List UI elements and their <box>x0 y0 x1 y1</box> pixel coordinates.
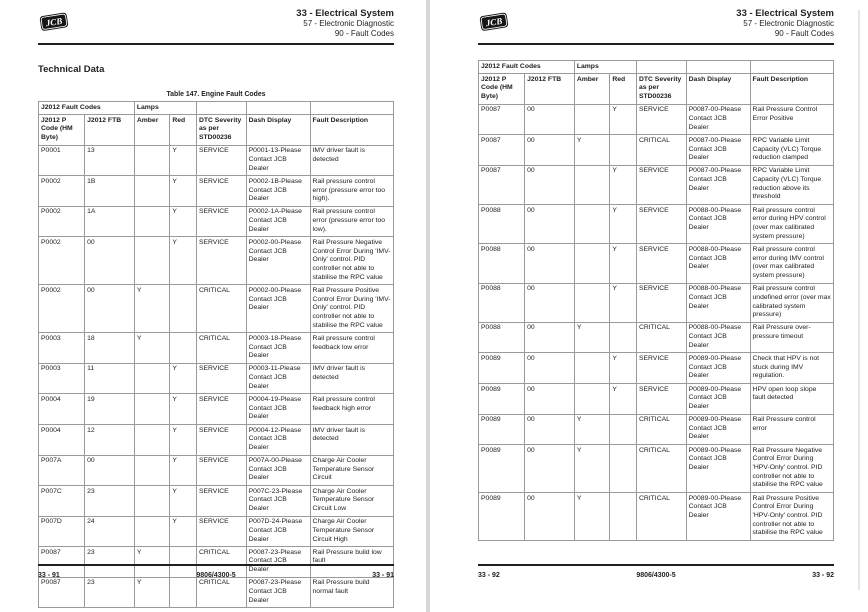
table-cell: Y <box>610 283 637 322</box>
table-cell: Rail Pressure Negative Control Error During 'HPV-Only' control. PID controller not able to stabilise the RPC value <box>750 445 833 493</box>
table-row <box>479 165 834 204</box>
table-row <box>479 104 834 135</box>
jcb-logo-icon <box>38 10 71 40</box>
table-cell: P0089 <box>479 493 525 541</box>
table-cell: 12 <box>85 425 135 456</box>
column-header: J2012 P Code (HM Byte) <box>479 74 525 105</box>
table-cell: Y <box>170 363 197 394</box>
table-cell: P0087-23-Please Contact JCB Dealer <box>246 577 310 608</box>
table-group-header: Lamps <box>134 102 196 115</box>
column-header: J2012 FTB <box>525 74 575 105</box>
table-cell: SERVICE <box>196 394 246 425</box>
table-cell: 11 <box>85 363 135 394</box>
table-cell <box>574 384 610 415</box>
table-cell: Y <box>574 493 610 541</box>
column-header: DTC Severity as per STD00236 <box>636 74 686 105</box>
table-cell: Y <box>610 165 637 204</box>
table-cell: SERVICE <box>636 384 686 415</box>
table-cell: P007C-23-Please Contact JCB Dealer <box>246 486 310 517</box>
table-cell: 00 <box>525 283 575 322</box>
jcb-logo-text: JCB <box>45 15 64 29</box>
table-cell: 23 <box>85 486 135 517</box>
table-cell: Y <box>170 176 197 207</box>
table-cell: IMV driver fault is detected <box>310 425 393 456</box>
table-cell: P0089-00-Please Contact JCB Dealer <box>686 493 750 541</box>
table-cell: HPV open loop slope fault detected <box>750 384 833 415</box>
table-row <box>479 353 834 384</box>
table-cell: Y <box>574 135 610 166</box>
column-header: Amber <box>574 74 610 105</box>
table-row <box>479 244 834 283</box>
table-cell: P0089 <box>479 353 525 384</box>
header-rule <box>478 43 834 45</box>
table-cell: Y <box>134 547 170 578</box>
table-group-header <box>686 61 750 74</box>
table-cell <box>574 283 610 322</box>
table-cell: RPC Variable Limit Capacity (VLC) Torque reduction clamped <box>750 135 833 166</box>
table-cell: P0002 <box>39 176 85 207</box>
table-cell <box>134 237 170 285</box>
table-row <box>39 516 394 547</box>
table-cell: SERVICE <box>196 206 246 237</box>
table-cell <box>610 322 637 353</box>
table-cell: Rail Pressure Positive Control Error During 'HPV-Only' control. PID controller not able to stabilise the RPC value <box>750 493 833 541</box>
table-row <box>39 237 394 285</box>
header-topic: 90 - Fault Codes <box>774 28 834 38</box>
table-cell: P0089-00-Please Contact JCB Dealer <box>686 353 750 384</box>
table-cell <box>134 455 170 486</box>
table-cell: SERVICE <box>636 353 686 384</box>
table-cell: SERVICE <box>636 165 686 204</box>
table-cell: P0004-19-Please Contact JCB Dealer <box>246 394 310 425</box>
table-cell: P0087-23-Please Contact JCB Dealer <box>246 547 310 578</box>
table-cell: P0088-00-Please Contact JCB Dealer <box>686 205 750 244</box>
footer-page-number-left: 33 - 92 <box>478 572 500 579</box>
table-cell: P0089-00-Please Contact JCB Dealer <box>686 445 750 493</box>
table-row <box>479 384 834 415</box>
table-cell: Rail pressure control feedback low error <box>310 333 393 364</box>
table-cell: 00 <box>525 384 575 415</box>
table-cell: P0003 <box>39 333 85 364</box>
column-header: Dash Display <box>686 74 750 105</box>
table-row <box>39 425 394 456</box>
table-cell: SERVICE <box>196 486 246 517</box>
table-cell: Rail Pressure build normal fault <box>310 577 393 608</box>
table-caption: Table 147. Engine Fault Codes <box>166 91 266 98</box>
table-cell <box>134 363 170 394</box>
table-cell: 13 <box>85 145 135 176</box>
table-cell: CRITICAL <box>636 135 686 166</box>
footer-page-number-right: 33 - 91 <box>372 572 394 579</box>
table-cell: Y <box>610 104 637 135</box>
table-cell <box>610 135 637 166</box>
table-cell: Y <box>610 244 637 283</box>
table-cell: P0002-1A-Please Contact JCB Dealer <box>246 206 310 237</box>
table-cell <box>134 425 170 456</box>
table-cell <box>134 394 170 425</box>
table-row <box>479 205 834 244</box>
table-cell: SERVICE <box>196 363 246 394</box>
table-cell: CRITICAL <box>196 547 246 578</box>
table-cell <box>574 205 610 244</box>
header-subsection: 57 - Electronic Diagnostic <box>743 19 834 29</box>
table-cell: CRITICAL <box>636 414 686 445</box>
table-cell: P0003 <box>39 363 85 394</box>
table-cell: P0004-12-Please Contact JCB Dealer <box>246 425 310 456</box>
table-group-header <box>310 102 393 115</box>
table-cell: Y <box>134 577 170 608</box>
table-cell: 00 <box>525 165 575 204</box>
table-cell: P0088 <box>479 205 525 244</box>
table-cell <box>134 145 170 176</box>
table-cell: Charge Air Cooler Temperature Sensor Circuit <box>310 455 393 486</box>
table-cell <box>134 206 170 237</box>
table-cell: 00 <box>85 455 135 486</box>
manual-page-left <box>38 8 394 606</box>
table-cell: Rail Pressure Control Error Positive <box>750 104 833 135</box>
table-cell: P0088 <box>479 322 525 353</box>
table-cell: Rail pressure control error during HPV control (over max calibrated system pressure) <box>750 205 833 244</box>
table-cell: SERVICE <box>636 205 686 244</box>
table-cell: 19 <box>85 394 135 425</box>
table-cell: SERVICE <box>196 176 246 207</box>
table-row <box>479 283 834 322</box>
table-row <box>39 577 394 608</box>
table-cell: Y <box>610 205 637 244</box>
table-cell: RPC Variable Limit Capacity (VLC) Torque reduction above its threshold <box>750 165 833 204</box>
page-edge-shadow <box>858 10 860 590</box>
table-cell: SERVICE <box>196 455 246 486</box>
table-cell: P0087-00-Please Contact JCB Dealer <box>686 165 750 204</box>
table-cell: P0004 <box>39 425 85 456</box>
table-cell: P0088-00-Please Contact JCB Dealer <box>686 283 750 322</box>
column-header: Red <box>170 115 197 146</box>
jcb-logo-icon <box>478 10 511 40</box>
table-cell <box>134 486 170 517</box>
page-header <box>38 8 394 40</box>
table-cell: P0089 <box>479 445 525 493</box>
table-cell: 23 <box>85 547 135 578</box>
table-cell: 00 <box>85 237 135 285</box>
table-cell: Y <box>610 353 637 384</box>
table-cell <box>574 165 610 204</box>
table-cell: 00 <box>525 205 575 244</box>
engine-fault-codes-table <box>38 101 394 608</box>
table-cell: P0089-00-Please Contact JCB Dealer <box>686 414 750 445</box>
table-cell: CRITICAL <box>196 333 246 364</box>
column-header: Red <box>610 74 637 105</box>
header-breadcrumb <box>296 8 394 38</box>
table-cell: SERVICE <box>196 237 246 285</box>
table-cell: P0088 <box>479 283 525 322</box>
header-subsection: 57 - Electronic Diagnostic <box>303 19 394 29</box>
table-cell <box>574 104 610 135</box>
table-cell <box>170 577 197 608</box>
page-header <box>478 8 834 40</box>
table-cell: P0004 <box>39 394 85 425</box>
table-cell: Rail pressure control undefined error (over max calibrated system pressure) <box>750 283 833 322</box>
table-cell: CRITICAL <box>636 445 686 493</box>
footer-page-number-left: 33 - 91 <box>38 572 60 579</box>
table-cell: Rail pressure control error (pressure error too high). <box>310 176 393 207</box>
table-cell: CRITICAL <box>636 493 686 541</box>
table-cell: P0003-18-Please Contact JCB Dealer <box>246 333 310 364</box>
table-group-header: J2012 Fault Codes <box>39 102 135 115</box>
table-cell: Charge Air Cooler Temperature Sensor Circuit Low <box>310 486 393 517</box>
table-cell: Rail pressure control feedback high error <box>310 394 393 425</box>
table-cell <box>610 414 637 445</box>
table-cell: 00 <box>525 322 575 353</box>
table-cell: Charge Air Cooler Temperature Sensor Circuit High <box>310 516 393 547</box>
table-cell: P0002 <box>39 285 85 333</box>
table-row <box>479 493 834 541</box>
table-cell: P0089 <box>479 414 525 445</box>
table-cell: Y <box>170 237 197 285</box>
table-row <box>479 322 834 353</box>
table-cell: P0003-11-Please Contact JCB Dealer <box>246 363 310 394</box>
table-group-header: Lamps <box>574 61 636 74</box>
table-cell: P0088-00-Please Contact JCB Dealer <box>686 322 750 353</box>
table-cell <box>170 285 197 333</box>
table-cell <box>574 244 610 283</box>
table-row <box>39 394 394 425</box>
table-cell: P007A <box>39 455 85 486</box>
table-cell: P007D-24-Please Contact JCB Dealer <box>246 516 310 547</box>
table-cell: CRITICAL <box>196 285 246 333</box>
table-cell: SERVICE <box>196 425 246 456</box>
table-row <box>39 145 394 176</box>
table-cell: 00 <box>525 353 575 384</box>
header-topic: 90 - Fault Codes <box>334 28 394 38</box>
table-cell: 23 <box>85 577 135 608</box>
table-cell: SERVICE <box>636 244 686 283</box>
table-cell: P007A-00-Please Contact JCB Dealer <box>246 455 310 486</box>
manual-page-right <box>478 8 834 606</box>
table-cell: Y <box>170 455 197 486</box>
table-cell <box>610 445 637 493</box>
table-row <box>479 445 834 493</box>
table-row <box>39 285 394 333</box>
table-cell: Rail pressure control error during IMV control (over max calibrated system pressure) <box>750 244 833 283</box>
column-header: Fault Description <box>750 74 833 105</box>
table-cell: P0088-00-Please Contact JCB Dealer <box>686 244 750 283</box>
table-cell: P0089 <box>479 384 525 415</box>
table-cell: Y <box>170 206 197 237</box>
table-group-header: J2012 Fault Codes <box>479 61 575 74</box>
table-cell: Y <box>134 333 170 364</box>
table-cell: P0087 <box>479 104 525 135</box>
table-cell: 1B <box>85 176 135 207</box>
column-header: J2012 P Code (HM Byte) <box>39 115 85 146</box>
table-cell <box>610 493 637 541</box>
jcb-logo-text: JCB <box>485 15 504 29</box>
page-footer <box>38 564 394 579</box>
table-cell: Rail Pressure Positive Control Error During 'IMV-Only' control. PID controller not able to stabilise the RPC value <box>310 285 393 333</box>
column-header: DTC Severity as per STD00236 <box>196 115 246 146</box>
table-row <box>39 363 394 394</box>
column-header: Amber <box>134 115 170 146</box>
table-cell: Y <box>574 322 610 353</box>
table-cell: P0087 <box>479 165 525 204</box>
table-cell: P0087 <box>39 547 85 578</box>
table-row <box>39 206 394 237</box>
table-cell: P0087-00-Please Contact JCB Dealer <box>686 104 750 135</box>
table-cell: 00 <box>525 414 575 445</box>
table-cell: Y <box>170 486 197 517</box>
table-cell: Y <box>574 445 610 493</box>
table-cell <box>134 516 170 547</box>
table-cell <box>170 333 197 364</box>
table-cell: Rail Pressure over-pressure timeout <box>750 322 833 353</box>
table-group-header <box>636 61 686 74</box>
header-rule <box>38 43 394 45</box>
table-row <box>39 455 394 486</box>
table-cell: 00 <box>525 135 575 166</box>
table-row <box>479 135 834 166</box>
table-cell: P0002 <box>39 237 85 285</box>
table-cell <box>134 176 170 207</box>
header-breadcrumb <box>736 8 834 38</box>
table-cell: P0089-00-Please Contact JCB Dealer <box>686 384 750 415</box>
table-cell: SERVICE <box>636 104 686 135</box>
table-cell: P0087 <box>39 577 85 608</box>
table-cell: SERVICE <box>196 145 246 176</box>
footer-document-number: 9806/4300-5 <box>636 572 676 579</box>
table-row <box>39 486 394 517</box>
table-cell: Y <box>170 516 197 547</box>
table-cell: 00 <box>525 244 575 283</box>
page-divider <box>426 0 430 612</box>
footer-page-number-right: 33 - 92 <box>812 572 834 579</box>
table-cell: P0087-00-Please Contact JCB Dealer <box>686 135 750 166</box>
table-cell: 00 <box>525 493 575 541</box>
table-cell: CRITICAL <box>636 322 686 353</box>
table-cell: IMV driver fault is detected <box>310 145 393 176</box>
table-row <box>39 333 394 364</box>
table-cell: P0002-00-Please Contact JCB Dealer <box>246 237 310 285</box>
table-cell: 24 <box>85 516 135 547</box>
table-cell: Y <box>574 414 610 445</box>
table-cell: SERVICE <box>196 516 246 547</box>
column-header: J2012 FTB <box>85 115 135 146</box>
engine-fault-codes-table-continued <box>478 60 834 541</box>
column-header: Dash Display <box>246 115 310 146</box>
table-cell: Y <box>170 394 197 425</box>
table-cell: 00 <box>85 285 135 333</box>
footer-document-number: 9806/4300-5 <box>196 572 236 579</box>
table-cell: Rail Pressure Negative Control Error During 'IMV-Only' control. PID controller not able to stabilise the RPC value <box>310 237 393 285</box>
table-cell: Check that HPV is not stuck during IMV regulation. <box>750 353 833 384</box>
header-section: 33 - Electrical System <box>296 8 394 19</box>
table-group-header <box>750 61 833 74</box>
table-cell: Rail Pressure control error <box>750 414 833 445</box>
table-cell: P0087 <box>479 135 525 166</box>
table-cell: Rail Pressure build low fault <box>310 547 393 578</box>
table-cell: P0002-00-Please Contact JCB Dealer <box>246 285 310 333</box>
table-cell: 00 <box>525 445 575 493</box>
table-row <box>479 414 834 445</box>
table-cell: 00 <box>525 104 575 135</box>
table-cell: P0002 <box>39 206 85 237</box>
table-cell: Y <box>610 384 637 415</box>
table-cell: P007C <box>39 486 85 517</box>
table-cell: Y <box>170 145 197 176</box>
page-footer <box>478 564 834 579</box>
table-cell: P0001 <box>39 145 85 176</box>
table-group-header <box>246 102 310 115</box>
table-row <box>39 176 394 207</box>
table-group-header <box>196 102 246 115</box>
table-cell: P007D <box>39 516 85 547</box>
table-cell: P0002-1B-Please Contact JCB Dealer <box>246 176 310 207</box>
table-cell: 18 <box>85 333 135 364</box>
column-header: Fault Description <box>310 115 393 146</box>
table-cell: P0001-13-Please Contact JCB Dealer <box>246 145 310 176</box>
section-title: Technical Data <box>38 64 105 75</box>
header-section: 33 - Electrical System <box>736 8 834 19</box>
table-cell: CRITICAL <box>196 577 246 608</box>
table-cell: P0088 <box>479 244 525 283</box>
table-cell <box>574 353 610 384</box>
table-cell: Rail pressure control error (pressure error too low). <box>310 206 393 237</box>
table-cell: SERVICE <box>636 283 686 322</box>
table-cell: IMV driver fault is detected <box>310 363 393 394</box>
table-cell: 1A <box>85 206 135 237</box>
table-cell: Y <box>134 285 170 333</box>
table-cell: Y <box>170 425 197 456</box>
